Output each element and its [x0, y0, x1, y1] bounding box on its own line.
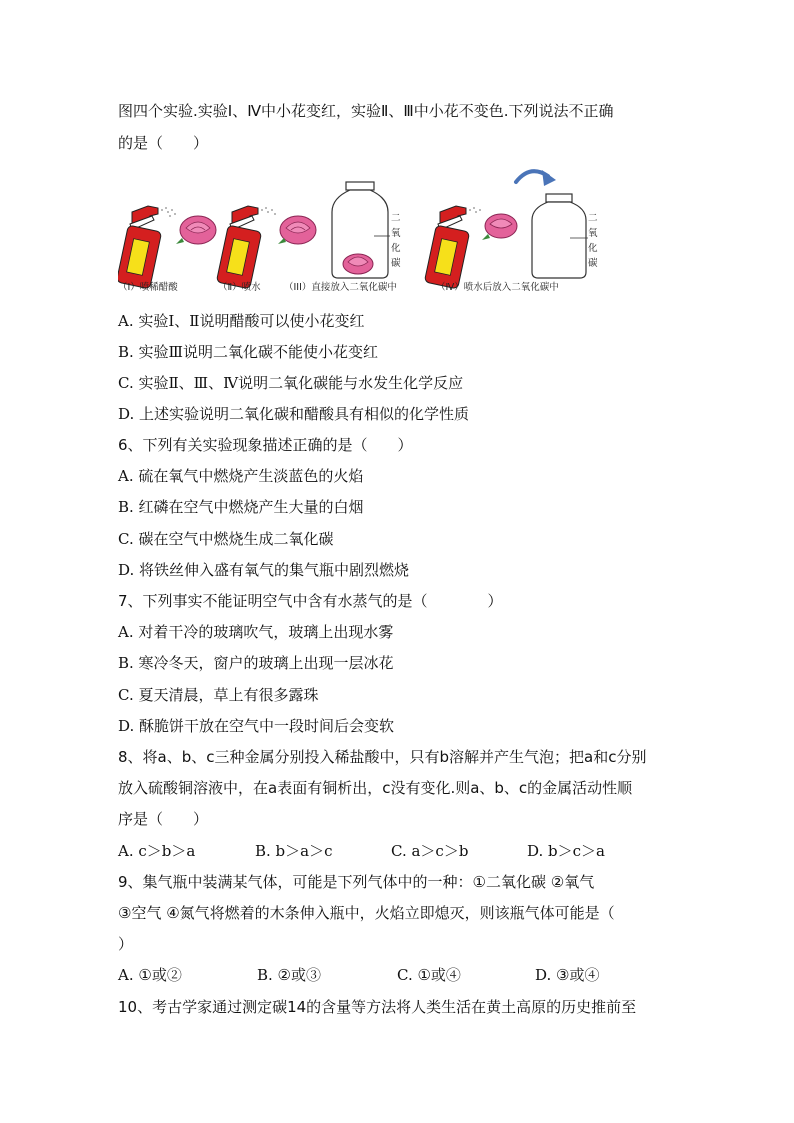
flower-icon: [482, 214, 517, 240]
flower-icon: [278, 216, 316, 244]
q9-option-a: A. ①或②: [118, 966, 182, 984]
spray-mist: [161, 207, 176, 217]
spray-mist: [469, 207, 481, 213]
q8-stem-line3: 序是（ ）: [118, 810, 209, 828]
experiment-figure: [118, 164, 598, 296]
flower-icon: [343, 254, 373, 274]
spray-mist: [261, 207, 276, 215]
q5-option-d: D. 上述实验说明二氧化碳和醋酸具有相似的化学性质: [118, 405, 470, 423]
gas-label-char: 化: [391, 243, 401, 254]
curved-arrow-icon: [516, 170, 556, 186]
gas-label-char: 化: [588, 243, 598, 254]
q5-option-c: C. 实验Ⅱ、Ⅲ、Ⅳ说明二氧化碳能与水发生化学反应: [118, 374, 464, 392]
figure-caption-4: （Ⅳ）喷水后放入二氧化碳中: [436, 282, 559, 293]
q8-option-b: B. b＞a＞c: [255, 842, 333, 860]
q8-option-c: C. a＞c＞b: [391, 842, 469, 860]
figure-caption-2: （Ⅱ）喷水: [218, 282, 261, 293]
sprayer-icon: [118, 206, 162, 289]
q8-option-d: D. b＞c＞a: [527, 842, 605, 860]
sprayer-icon: [216, 206, 261, 289]
q7-stem: 7、下列事实不能证明空气中含有水蒸气的是（ ）: [118, 592, 503, 610]
gas-label-char: 碳: [588, 258, 598, 269]
q6-stem: 6、下列有关实验现象描述正确的是（ ）: [118, 436, 413, 454]
q7-option-a: A. 对着干冷的玻璃吹气，玻璃上出现水雾: [118, 623, 394, 641]
q9-option-d: D. ③或④: [535, 966, 600, 984]
q9-option-c: C. ①或④: [397, 966, 461, 984]
q5-stem-line2: 的是（ ）: [118, 134, 209, 152]
q7-option-b: B. 寒冷冬天，窗户的玻璃上出现一层冰花: [118, 654, 394, 672]
gas-label-char: 氧: [588, 228, 598, 239]
gas-label-char: 二: [391, 213, 401, 224]
gas-label-char: 二: [588, 213, 598, 224]
q9-stem-line1: 9、集气瓶中装满某气体，可能是下列气体中的一种：①二氧化碳 ②氧气: [118, 873, 595, 891]
q9-option-b: B. ②或③: [257, 966, 322, 984]
gas-label-char: 氧: [391, 228, 401, 239]
q7-option-d: D. 酥脆饼干放在空气中一段时间后会变软: [118, 717, 395, 735]
q6-option-c: C. 碳在空气中燃烧生成二氧化碳: [118, 530, 334, 548]
figure-caption-3: （III）直接放入二氧化碳中: [284, 282, 397, 293]
gas-jar-icon: [532, 194, 586, 278]
q6-option-d: D. 将铁丝伸入盛有氧气的集气瓶中剧烈燃烧: [118, 561, 410, 579]
q5-stem-line1: 图四个实验.实验Ⅰ、Ⅳ中小花变红，实验Ⅱ、Ⅲ中小花不变色.下列说法不正确: [118, 102, 614, 120]
q9-stem-line3: ）: [118, 935, 134, 953]
q5-option-a: A. 实验Ⅰ、Ⅱ说明醋酸可以使小花变红: [118, 312, 365, 330]
q6-option-a: A. 硫在氧气中燃烧产生淡蓝色的火焰: [118, 467, 364, 485]
q8-stem-line1: 8、将a、b、c三种金属分别投入稀盐酸中，只有b溶解并产生气泡；把a和c分别: [118, 748, 647, 766]
q6-option-b: B. 红磷在空气中燃烧产生大量的白烟: [118, 498, 364, 516]
q10-stem-line1: 10、考古学家通过测定碳14的含量等方法将人类生活在黄土高原的历史推前至: [118, 998, 637, 1016]
q9-stem-line2: ③空气 ④氮气将燃着的木条伸入瓶中，火焰立即熄灭，则该瓶气体可能是（: [118, 904, 615, 922]
gas-label-char: 碳: [391, 258, 401, 269]
q8-option-a: A. c＞b＞a: [118, 842, 196, 860]
q7-option-c: C. 夏天清晨，草上有很多露珠: [118, 686, 319, 704]
flower-icon: [176, 216, 216, 244]
sprayer-icon: [424, 206, 469, 289]
q5-option-b: B. 实验Ⅲ说明二氧化碳不能使小花变红: [118, 343, 379, 361]
figure-caption-1: （I）喷稀醋酸: [118, 282, 178, 293]
q8-stem-line2: 放入硫酸铜溶液中，在a表面有铜析出，c没有变化.则a、b、c的金属活动性顺: [118, 779, 633, 797]
